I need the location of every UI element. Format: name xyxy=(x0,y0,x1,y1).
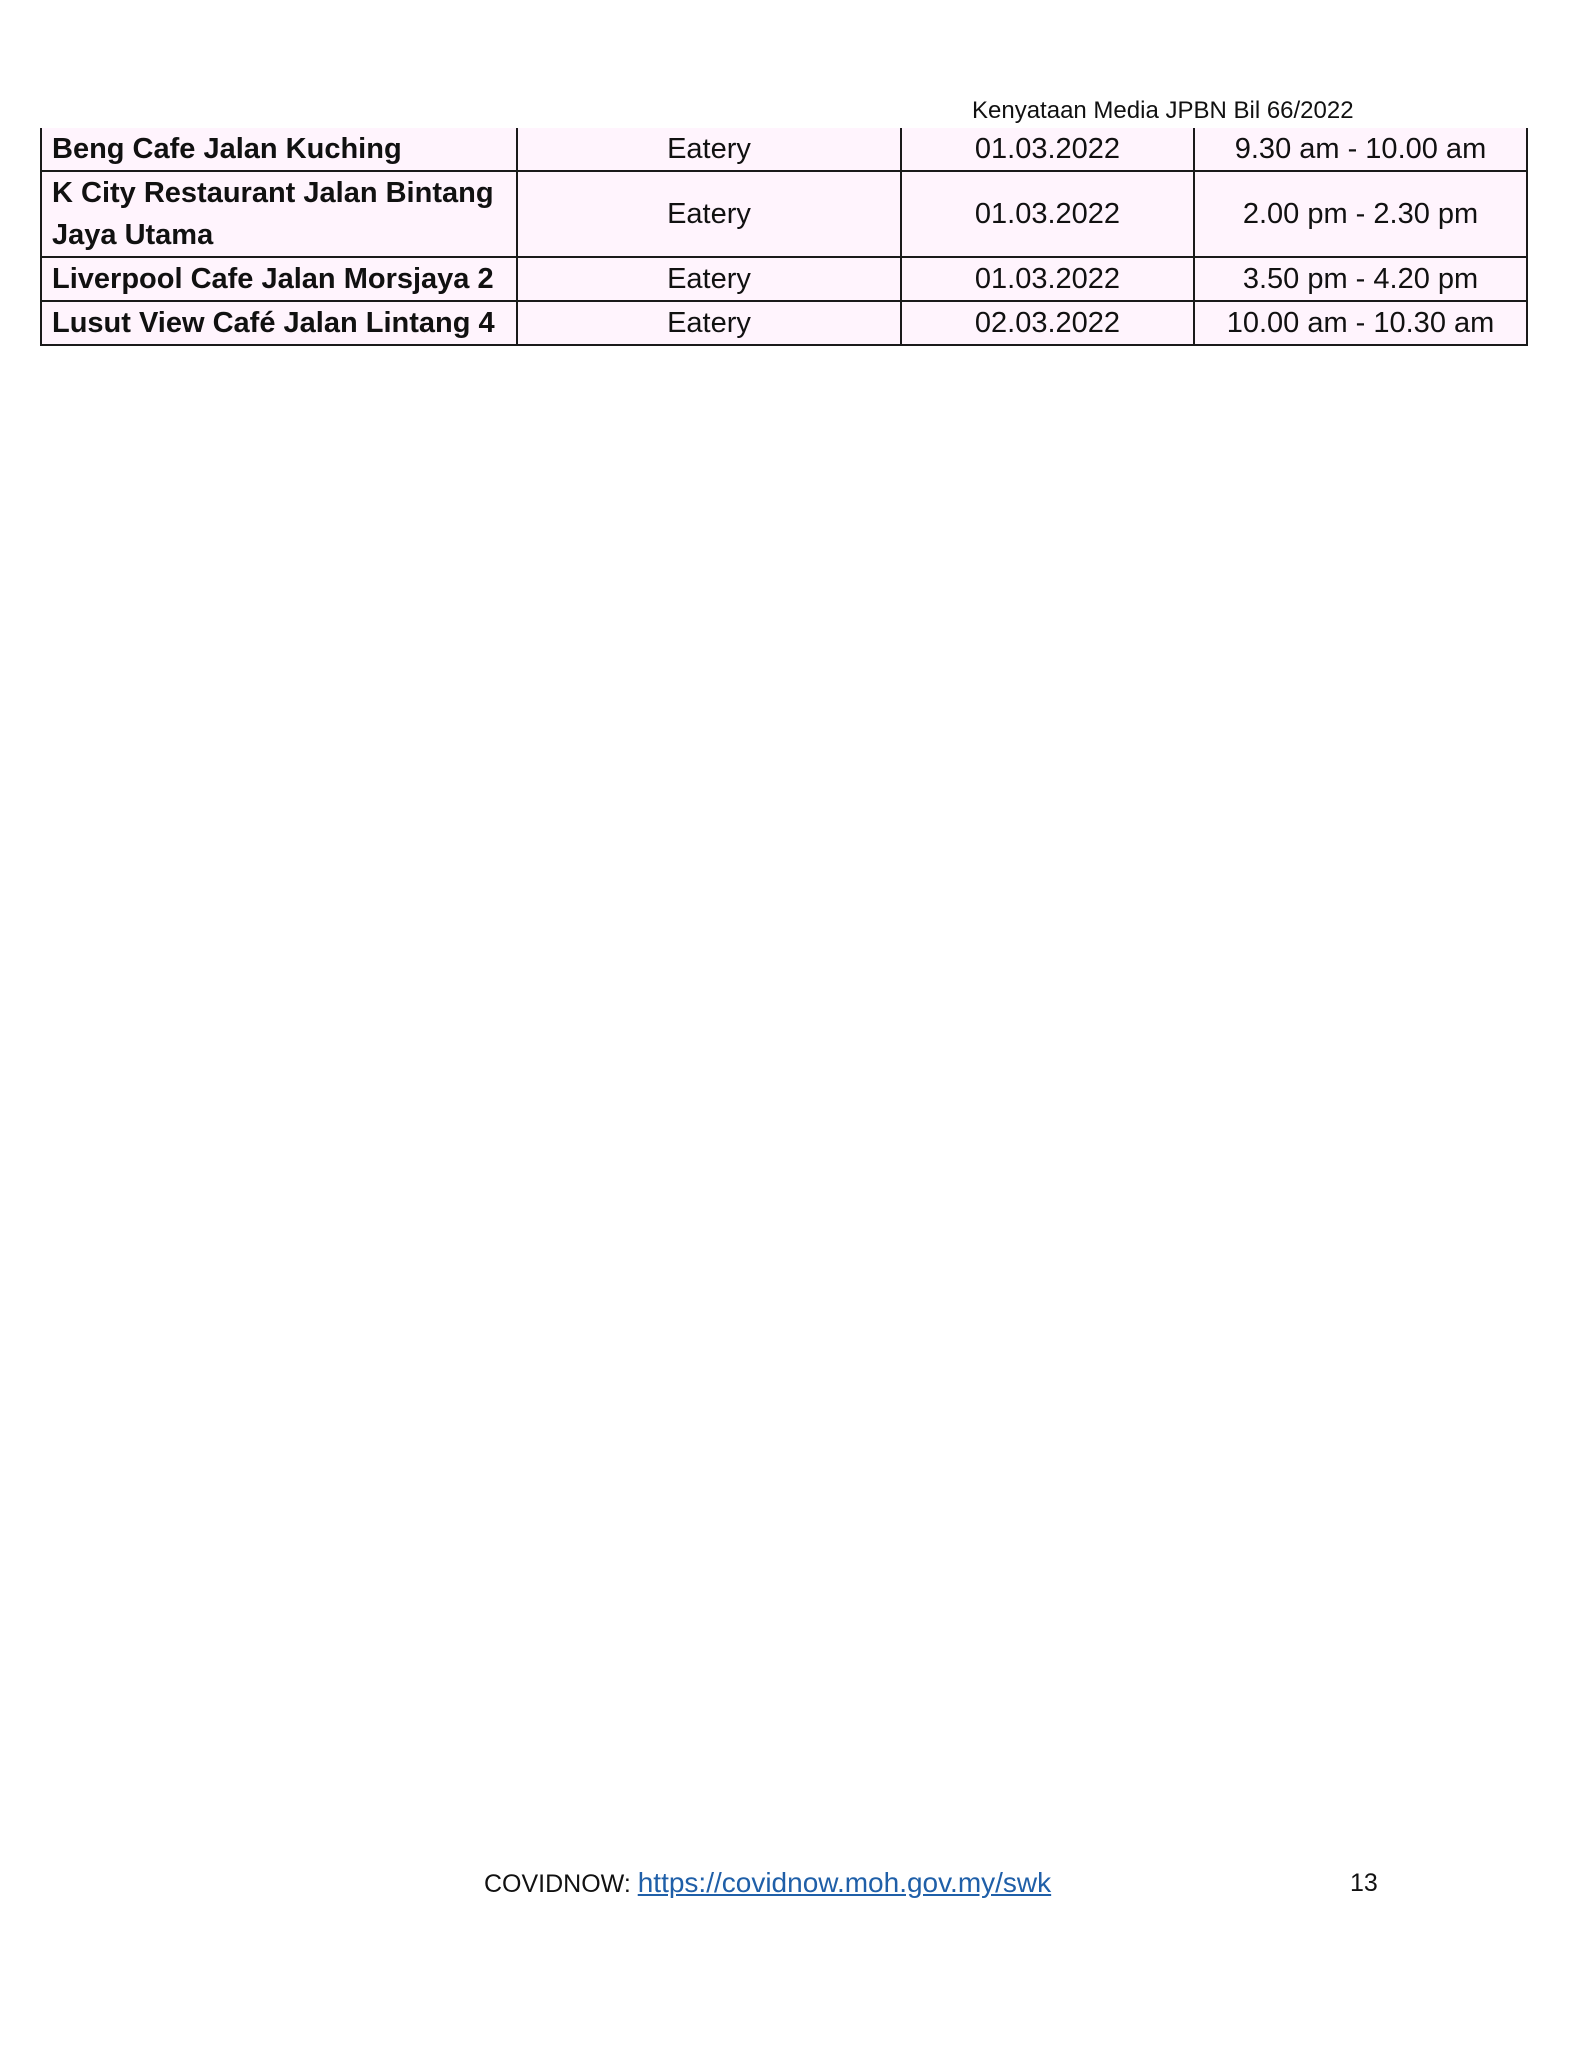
premise-name: Beng Cafe Jalan Kuching xyxy=(41,128,517,171)
visit-date: 02.03.2022 xyxy=(901,301,1194,345)
page-number: 13 xyxy=(1350,1869,1378,1897)
footer xyxy=(484,1866,1051,1901)
table-row xyxy=(41,171,1527,257)
visit-date: 01.03.2022 xyxy=(901,257,1194,301)
premises-table xyxy=(40,128,1528,346)
premise-category: Eatery xyxy=(517,257,901,301)
document-reference: Kenyataan Media JPBN Bil 66/2022 xyxy=(972,97,1354,124)
visit-time: 2.00 pm - 2.30 pm xyxy=(1194,171,1527,257)
covidnow-link[interactable]: https://covidnow.moh.gov.my/swk xyxy=(637,1867,1052,1898)
premise-category: Eatery xyxy=(517,301,901,345)
visit-date: 01.03.2022 xyxy=(901,171,1194,257)
table-row xyxy=(41,257,1527,301)
premise-name: Liverpool Cafe Jalan Morsjaya 2 xyxy=(41,257,517,301)
table-row xyxy=(41,301,1527,345)
premise-name: Lusut View Café Jalan Lintang 4 xyxy=(41,301,517,345)
footer-label: COVIDNOW: xyxy=(484,1870,638,1898)
premise-category: Eatery xyxy=(517,128,901,171)
premise-name: K City Restaurant Jalan Bintang Jaya Utama xyxy=(41,171,517,257)
premise-category: Eatery xyxy=(517,171,901,257)
table-row xyxy=(41,128,1527,171)
visit-time: 3.50 pm - 4.20 pm xyxy=(1194,257,1527,301)
visit-time: 9.30 am - 10.00 am xyxy=(1194,128,1527,171)
visit-time: 10.00 am - 10.30 am xyxy=(1194,301,1527,345)
visit-date: 01.03.2022 xyxy=(901,128,1194,171)
